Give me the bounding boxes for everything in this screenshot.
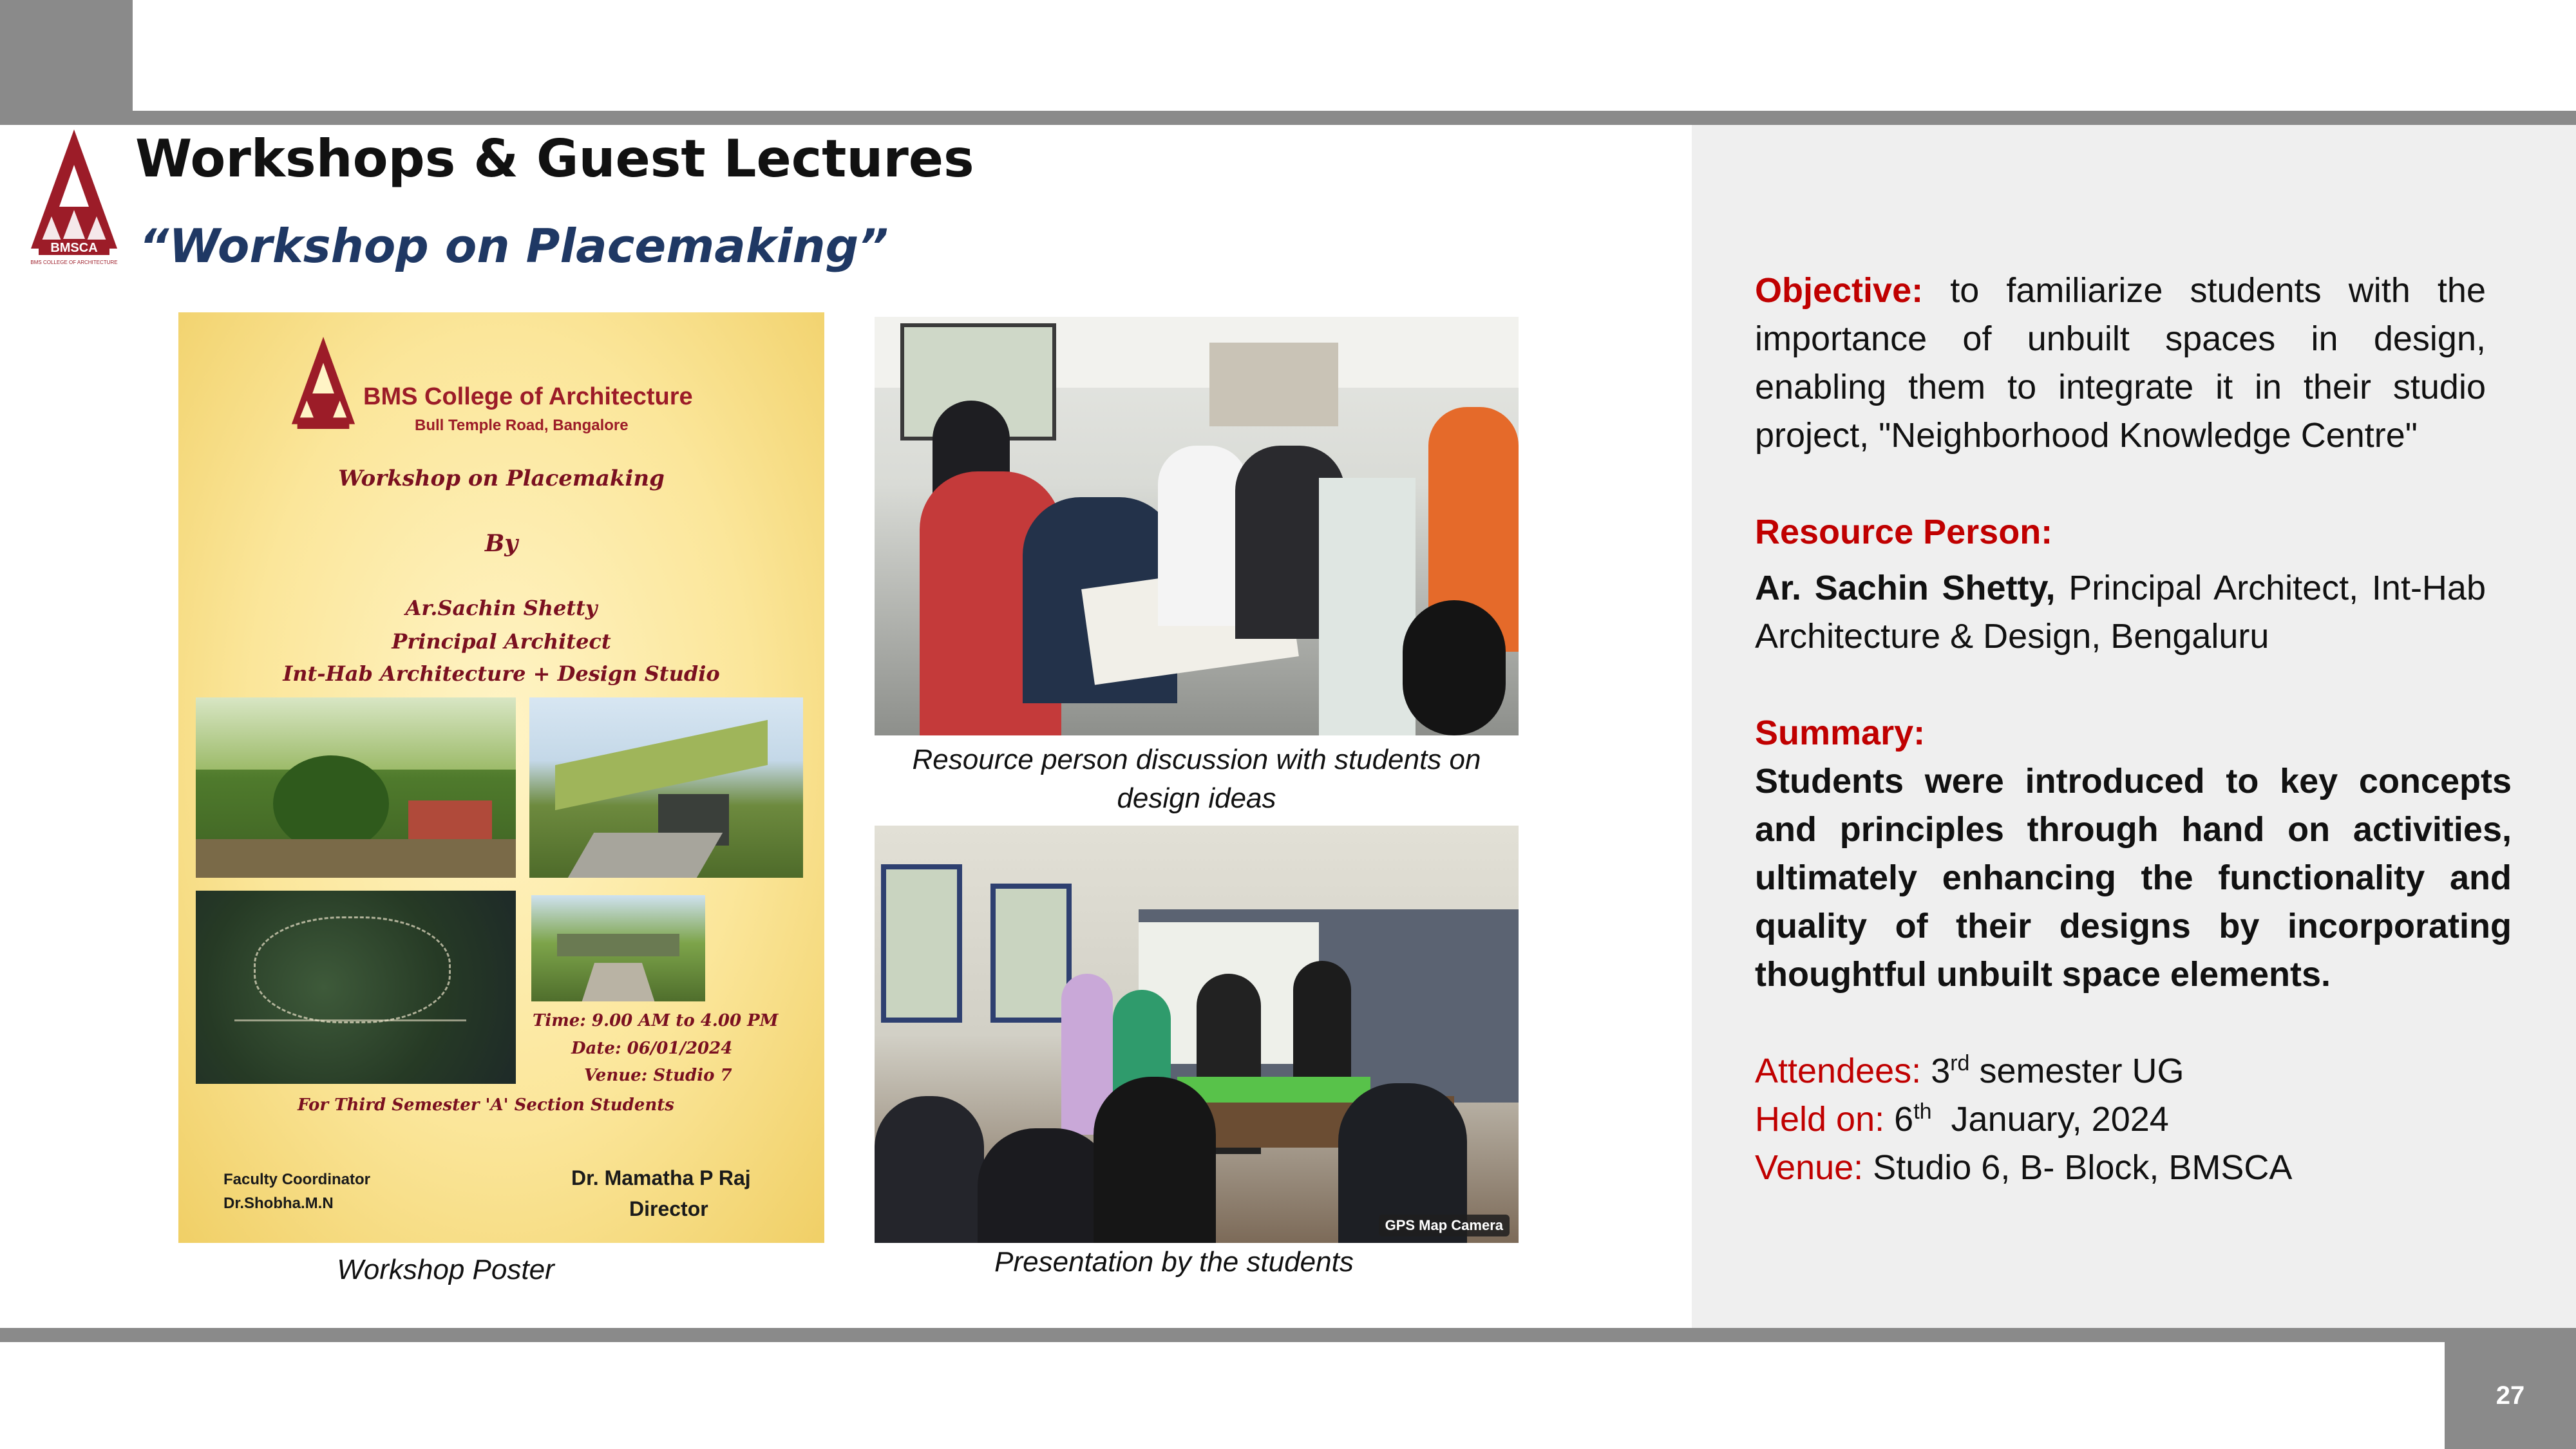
attendees-num: 3 [1921,1052,1951,1090]
poster-photo-park [196,697,516,878]
poster-coordinator-name: Dr.Shobha.M.N [223,1195,334,1212]
summary-label: Summary: [1755,714,1926,752]
page-title: Workshops & Guest Lectures [135,129,974,189]
logo-text: BMSCA [50,241,98,255]
logo-tagline: BMS COLLEGE OF ARCHITECTURE [30,260,118,265]
venue-label: Venue: [1755,1148,1864,1187]
poster-director-name: Dr. Mamatha P Raj [571,1166,751,1189]
objective-paragraph [1755,267,2486,460]
poster-audience: For Third Semester 'A' Section Students [298,1095,674,1115]
workshop-poster [178,312,824,1243]
bmsca-logo [26,126,122,268]
poster-photo-satellite-map [196,891,516,1084]
page-number-box [2445,1342,2576,1449]
caption-presentation: Presentation by the students [994,1246,1354,1278]
workshop-details [1755,267,2512,1192]
poster-speaker-firm: Int-Hab Architecture + Design Studio [283,661,720,686]
gps-stamp: GPS Map Camera [1379,1215,1510,1236]
held-line [1755,1095,2512,1144]
summary-text: Students were introduced to key concepts and principles through hand on activities, ultimately enhancing the functionality and quality of their designs by incorporating thoughtful unbuilt space elements. [1755,762,2512,994]
objective-label: Objective: [1755,271,1924,310]
poster-director-title: Director [629,1197,708,1220]
photo-discussion [875,317,1519,735]
poster-time: Time: 9.00 AM to 4.00 PM [533,1011,779,1030]
photo-presentation [875,826,1519,1243]
held-label: Held on: [1755,1100,1885,1139]
poster-photo-green-roof [529,697,803,878]
attendees-sup: rd [1950,1051,1970,1075]
resource-text: Principal Architect, Int-Hab Architecture & Design, Bengaluru [1755,569,2486,656]
venue-line [1755,1144,2512,1192]
poster-coordinator-label: Faculty Coordinator [223,1171,371,1188]
top-divider [0,111,2576,125]
held-rest: January, 2024 [1931,1100,2169,1139]
attendees-label: Attendees: [1755,1052,1922,1090]
poster-logo [288,332,359,441]
corner-block [0,0,133,111]
resource-label: Resource Person: [1755,513,2053,551]
resource-name: Ar. Sachin Shetty, [1755,569,2056,607]
resource-paragraph [1755,564,2486,661]
page-number: 27 [2496,1381,2525,1410]
bottom-divider [0,1328,2576,1342]
poster-venue: Venue: Studio 7 [584,1066,732,1085]
page-subtitle: “Workshop on Placemaking” [139,219,889,273]
venue-text: Studio 6, B- Block, BMSCA [1863,1148,2293,1187]
poster-speaker-role: Principal Architect [392,629,611,654]
attendees-line [1755,1047,2512,1095]
poster-by: By [484,530,518,557]
caption-poster: Workshop Poster [337,1254,554,1285]
poster-workshop-title: Workshop on Placemaking [338,466,665,491]
poster-photo-pathway [531,895,705,1001]
objective-text: to familiarize students with the importance of unbuilt spaces in design, enabling them to integrate it in their studio project, "Neighborhood Knowledge Centre" [1755,271,2486,455]
poster-address: Bull Temple Road, Bangalore [415,417,629,434]
poster-college-name: BMS College of Architecture [363,383,693,410]
poster-speaker: Ar.Sachin Shetty [405,596,598,620]
held-sup: th [1913,1099,1932,1124]
poster-date: Date: 06/01/2024 [571,1039,733,1058]
held-num: 6 [1884,1100,1914,1139]
caption-discussion: Resource person discussion with students on design ideas [912,744,1481,814]
attendees-rest: semester UG [1969,1052,2184,1090]
